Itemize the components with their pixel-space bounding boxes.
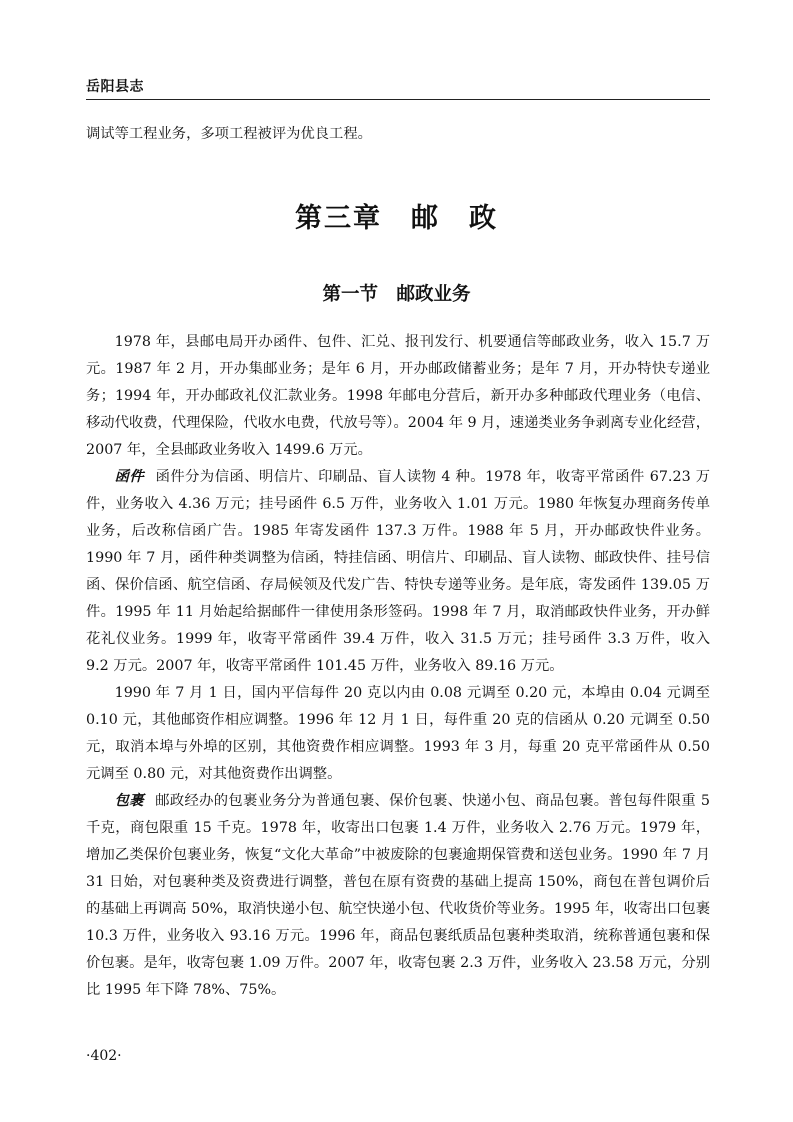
- paragraph-overview: 1978 年，县邮电局开办函件、包件、汇兑、报刊发行、机要通信等邮政业务，收入 15.7 万元。1987 年 2 月，开办集邮业务；是年 6 月，开办邮政储蓄业务；是年 7 月，开办特快专递业务；1994 年，开办邮政礼仪汇款业务。1998 年邮电分营后，新开办多种邮政代理业务（电信、移动代收费，代理保险，代收水电费，代放号等）。2004 年 9 月，速递类业务争剥离专业化经营，2007 年，全县邮政业务收入 1499.6 万元。: [86, 334, 710, 458]
- keyword-letters: 函件: [114, 469, 145, 485]
- body-text: [86, 329, 710, 1004]
- running-header-title: 岳阳县志: [86, 79, 144, 95]
- keyword-parcels: 包裹: [114, 793, 144, 809]
- header-divider: [86, 99, 710, 100]
- chapter-title: 第三章 邮 政: [295, 203, 498, 234]
- paragraph-postage-rates: 1990 年 7 月 1 日，国内平信每件 20 克以内由 0.08 元调至 0.20 元，本埠由 0.04 元调至 0.10 元，其他邮资作相应调整。1996 年 12 月 1 日，每件重 20 克的信函从 0.20 元调至 0.50 元，取消本埠与外埠的区别，其他资费作相应调整。1993 年 3 月，每重 20 克平常函件从 0.50 元调至 0.80 元，对其他资费作出调整。: [86, 685, 710, 782]
- continuation-text: 调试等工程业务，多项工程被评为优良工程。: [86, 126, 372, 142]
- page-number: ·402·: [86, 1048, 122, 1064]
- paragraph-parcels: [86, 788, 710, 1004]
- section-title: 第一节 邮政业务: [322, 284, 471, 305]
- paragraph-letters-text: 函件分为信函、明信片、印刷品、盲人读物 4 种。1978 年，收寄平常函件 67.23 万件，业务收入 4.36 万元；挂号函件 6.5 万件，业务收入 1.01 万元。1980 年恢复办理商务传单业务，后改称信函广告。1985 年寄发函件 137.3 万件。1988 年 5 月，开办邮政快件业务。1990 年 7 月，函件种类调整为信函，特挂信函、明信片、印刷品、盲人读物、邮政快件、挂号信函、保价信函、航空信函、存局候领及代发广告、特快专递等业务。是年底，寄发函件 139.05 万件。1995 年 11 月始起给据邮件一律使用条形签码。1998 年 7 月，取消邮政快件业务，开办鲜花礼仪业务。1999 年，收寄平常函件 39.4 万件，收入 31.5 万元；挂号函件 3.3 万件，收入 9.2 万元。2007 年，收寄平常函件 101.45 万件，业务收入 89.16 万元。: [86, 469, 710, 674]
- paragraph-letters: [86, 464, 710, 680]
- paragraph-parcels-text: 邮政经办的包裹业务分为普通包裹、保价包裹、快递小包、商品包裹。普包每件限重 5 千克，商包限重 15 千克。1978 年，收寄出口包裹 1.4 万件，业务收入 2.76 万元。1979 年，增加乙类保价包裹业务，恢复“文化大革命”中被废除的包裹逾期保管费和送包业务。1990 年 7 月 31 日始，对包裹种类及资费进行调整，普包在原有资费的基础上提高 150%，商包在普包调价后的基础上再调高 50%，取消快递小包、航空快递小包、代收货价等业务。1995 年，收寄出口包裹 10.3 万件，业务收入 93.16 万元。1996 年，商品包裹纸质品包裹种类取消，统称普通包裹和保价包裹。是年，收寄包裹 1.09 万件。2007 年，收寄包裹 2.3 万件，业务收入 23.58 万元，分别比 1995 年下降 78%、75%。: [86, 793, 710, 998]
